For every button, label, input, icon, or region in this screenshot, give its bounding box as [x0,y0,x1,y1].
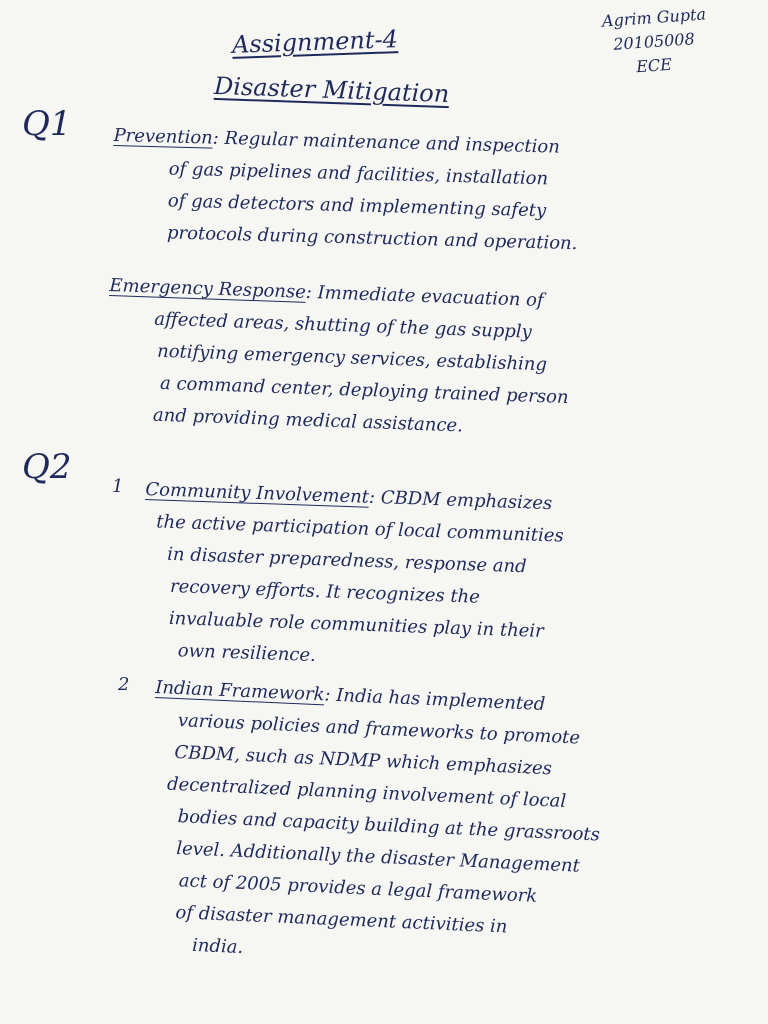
item-2-number: 2 [118,674,130,695]
assignment-subtitle: Disaster Mitigation [213,71,450,109]
framework-line: decentralized planning involvement of local [166,773,567,813]
emergency-line: a command center, deploying trained person [159,372,569,409]
author-roll-number: 20105008 [612,29,696,54]
author-block [574,6,734,78]
indian-framework-paragraph [143,672,606,979]
framework-line: : India has implemented [324,684,546,716]
community-line: in disaster preparedness, response and [166,543,528,578]
framework-line: of disaster management activities in [175,902,508,938]
prevention-line: : Regular maintenance and inspection [212,127,561,158]
prevention-line: protocols during construction and operation. [166,222,578,255]
emergency-line: notifying emergency services, establishing [156,340,548,376]
indian-framework-heading: Indian Framework [154,676,325,706]
author-name: Agrim Gupta [601,4,707,31]
question-1-label: Q1 [22,104,72,144]
item-1-number: 1 [112,476,124,497]
question-2-label: Q2 [22,447,72,487]
framework-line: level. Additionally the disaster Management [175,838,581,877]
emergency-line: : Immediate evacuation of [305,281,544,312]
community-involvement-heading: Community Involvement [145,478,370,508]
emergency-response-paragraph [104,270,572,446]
framework-line: CBDM, such as NDMP which emphasizes [174,741,553,780]
community-line: : CBDM emphasizes [368,486,553,515]
community-line: the active participation of local communities [155,511,565,547]
community-line: own resilience. [177,640,317,667]
community-line: invaluable role communities play in their [168,607,545,642]
author-branch: ECE [635,54,673,77]
community-line: recovery efforts. It recognizes the [169,575,481,608]
framework-line: india. [191,934,244,959]
community-involvement-paragraph [139,474,565,681]
framework-line: act of 2005 provides a legal framework [178,870,538,907]
framework-line: bodies and capacity building at the grassroots [177,806,601,846]
prevention-paragraph [111,120,581,260]
prevention-line: of gas detectors and implementing safety [167,190,547,222]
prevention-line: of gas pipelines and facilities, installation [168,158,549,190]
emergency-response-heading: Emergency Response [109,274,307,303]
emergency-line: and providing medical assistance. [152,404,464,437]
emergency-line: affected areas, shutting of the gas supply [153,308,533,343]
assignment-title: Assignment-4 [231,25,399,59]
framework-line: various policies and frameworks to promote [177,710,581,749]
prevention-heading: Prevention [113,124,214,149]
